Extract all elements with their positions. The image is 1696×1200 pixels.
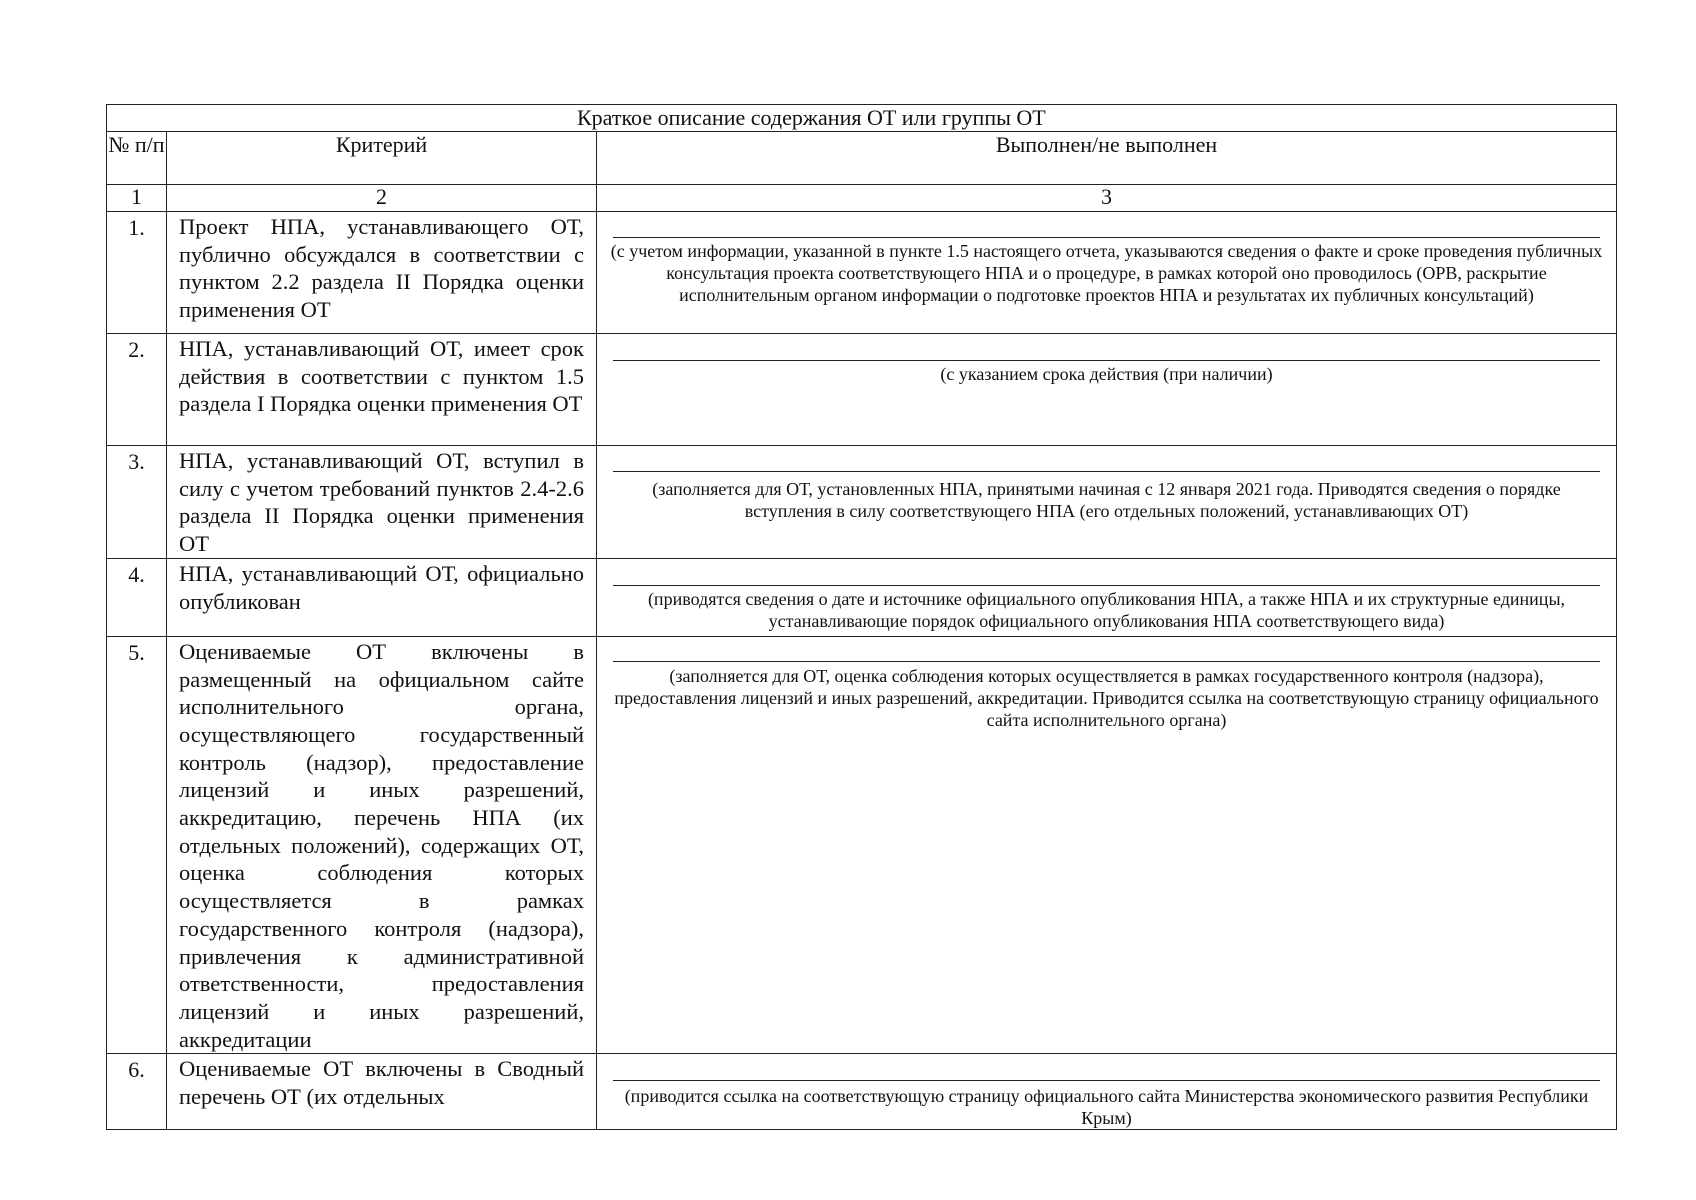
header-status: Выполнен/не выполнен — [597, 132, 1617, 185]
status-cell[interactable] — [597, 446, 1617, 559]
status-hint: (приводятся сведения о дате и источнике официального опубликования НПА, а также НПА и их структурные единицы, устанавливающие порядок официального опубликования НПА соответствующего вида) — [647, 588, 1566, 631]
status-hint: (заполняется для ОТ, установленных НПА, принятыми начиная с 12 января 2021 года. Приводятся сведения о порядке вступления в силу соответствующего НПА (его отдельных положений, устанавливающих ОТ) — [652, 479, 1561, 521]
table-row — [107, 1054, 1617, 1130]
table-row — [107, 334, 1617, 446]
table-row — [107, 636, 1617, 1054]
criterion-text: НПА, устанавливающий ОТ, имеет срок действия в соответствии с пунктом 1.5 раздела I Порядка оценки применения ОТ — [167, 334, 597, 446]
fill-line — [613, 334, 1600, 361]
table-caption: Краткое описание содержания ОТ или группы ОТ — [107, 105, 1617, 132]
criteria-table — [106, 104, 1617, 1130]
table-row — [107, 446, 1617, 559]
document-page — [106, 104, 1616, 1130]
status-hint: (приводится ссылка на соответствующую страницу официального сайта Министерства экономического развития Республики Крым) — [624, 1086, 1589, 1129]
column-index-2: 2 — [167, 185, 597, 212]
row-number: 1. — [107, 212, 167, 334]
criterion-text: Оцениваемые ОТ включены в Сводный перечень ОТ (их отдельных — [167, 1054, 597, 1130]
row-number: 2. — [107, 334, 167, 446]
criterion-text: НПА, устанавливающий ОТ, вступил в силу с учетом требований пунктов 2.4-2.6 раздела II Порядка оценки применения ОТ — [167, 446, 597, 559]
table-row — [107, 212, 1617, 334]
status-hint: (заполняется для ОТ, оценка соблюдения которых осуществляется в рамках государственного контроля (надзора), предоставления лицензий и иных разрешений, аккредитации. Приводится ссылка на соответствующую страницу официального сайта исполнительного органа) — [614, 665, 1599, 730]
criterion-text: НПА, устанавливающий ОТ, официально опубликован — [167, 558, 597, 636]
status-cell[interactable] — [597, 212, 1617, 334]
fill-line — [613, 637, 1600, 662]
status-hint: (с учетом информации, указанной в пункте 1.5 настоящего отчета, указываются сведения о факте и сроке проведения публичных консультация проекта соответствующего НПА и о процедуре, в рамках которой оно проводилось (ОРВ, раскрытие исполнительным органом информации о подготовке проектов НПА и результатах их публичных консультаций) — [610, 241, 1603, 305]
row-number: 6. — [107, 1054, 167, 1130]
fill-line — [613, 559, 1600, 586]
criterion-text: Оцениваемые ОТ включены в размещенный на официальном сайте исполнительного органа, осуществляющего государственный контроль (надзор), предоставление лицензий и иных разрешений, аккредитацию, перечень НПА (их отдельных положений), содержащих ОТ, оценка соблюдения которых осуществляется в рамках государственного контроля (надзора), привлечения к административной ответственности, предоставления лицензий и иных разрешений, аккредитации — [167, 636, 597, 1054]
row-number: 5. — [107, 636, 167, 1054]
row-number: 3. — [107, 446, 167, 559]
status-hint: (с указанием срока действия (при наличии) — [940, 364, 1273, 384]
status-cell[interactable] — [597, 1054, 1617, 1130]
status-cell[interactable] — [597, 636, 1617, 1054]
fill-line — [613, 212, 1600, 238]
header-criterion: Критерий — [167, 132, 597, 185]
criterion-text: Проект НПА, устанавливающего ОТ, публично обсуждался в соответствии с пунктом 2.2 раздела II Порядка оценки применения ОТ — [167, 212, 597, 334]
row-number: 4. — [107, 558, 167, 636]
header-num: № п/п — [107, 132, 167, 185]
fill-line — [613, 1054, 1600, 1081]
status-cell[interactable] — [597, 334, 1617, 446]
column-index-3: 3 — [597, 185, 1617, 212]
fill-line — [613, 446, 1600, 472]
table-row — [107, 558, 1617, 636]
column-index-1: 1 — [107, 185, 167, 212]
status-cell[interactable] — [597, 558, 1617, 636]
